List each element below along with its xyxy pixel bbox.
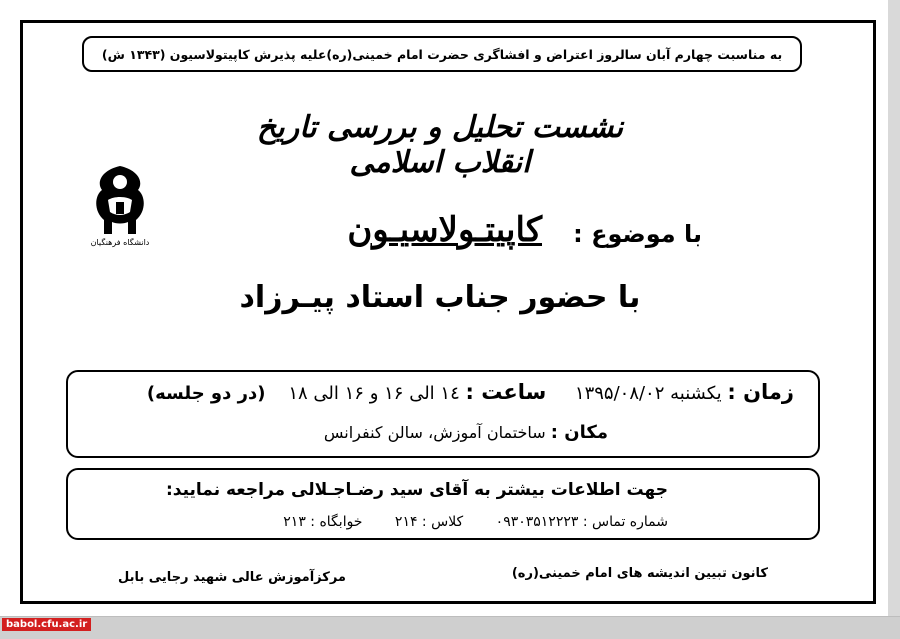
place-label: مکان : — [550, 422, 608, 443]
contact-info: جهت اطلاعات بیشتر به آقای سید رضـاجـلالی مراجعه نمایید: — [165, 480, 668, 500]
page-title: نشست تحلیل و بررسی تاریخ انقلاب اسلامی — [256, 110, 624, 180]
time-label: زمان : — [727, 380, 794, 404]
contact-phone: شماره تماس : ۰۹۳۰۳۵۱۲۲۲۳ — [495, 514, 668, 530]
place-value: ساختمان آموزش، سالن کنفرانس — [323, 423, 546, 442]
bottom-strip — [0, 616, 900, 639]
contact-dorm: خوابگاه : ۲۱۳ — [283, 514, 363, 530]
logo-caption: دانشگاه فرهنگیان — [90, 238, 150, 247]
time-row — [147, 380, 794, 404]
subject-label: با موضوع : — [573, 220, 702, 248]
contact-box — [66, 468, 820, 540]
right-scroll-strip — [888, 0, 900, 639]
contact-details — [255, 514, 668, 530]
place-row — [324, 422, 608, 443]
date-value: یکشنبه ۱۳۹۵/۰۸/۰۲ — [574, 383, 722, 404]
footer-institution: مرکزآموزش عالی شهید رجایی بابل — [118, 570, 346, 585]
footer-organizer: کانون تبیین اندیشه های امام خمینی(ره) — [511, 566, 768, 581]
sessions-note: (در دو جلسه) — [146, 383, 266, 404]
subject-row — [262, 210, 702, 260]
header-banner-text: به مناسبت چهارم آبان سالروز اعتراض و افشاگری حضرت امام خمینی(ره)علیه پذیرش کاپیتولاسیون (۱۳۴۳ ش) — [101, 46, 783, 62]
subject-value: کاپیتـولاسیـون — [347, 210, 542, 250]
header-banner — [82, 36, 802, 72]
hours-value: ۱٤ الی ۱۶ و ۱۶ الی ۱۸ — [288, 383, 460, 404]
schedule-box — [66, 370, 820, 458]
contact-class: کلاس : ۲۱۴ — [394, 514, 464, 530]
site-watermark[interactable]: babol.cfu.ac.ir — [2, 618, 91, 631]
presence-line: با حضور جناب استاد پیـرزاد — [239, 280, 641, 315]
hour-label: ساعت : — [465, 380, 547, 404]
